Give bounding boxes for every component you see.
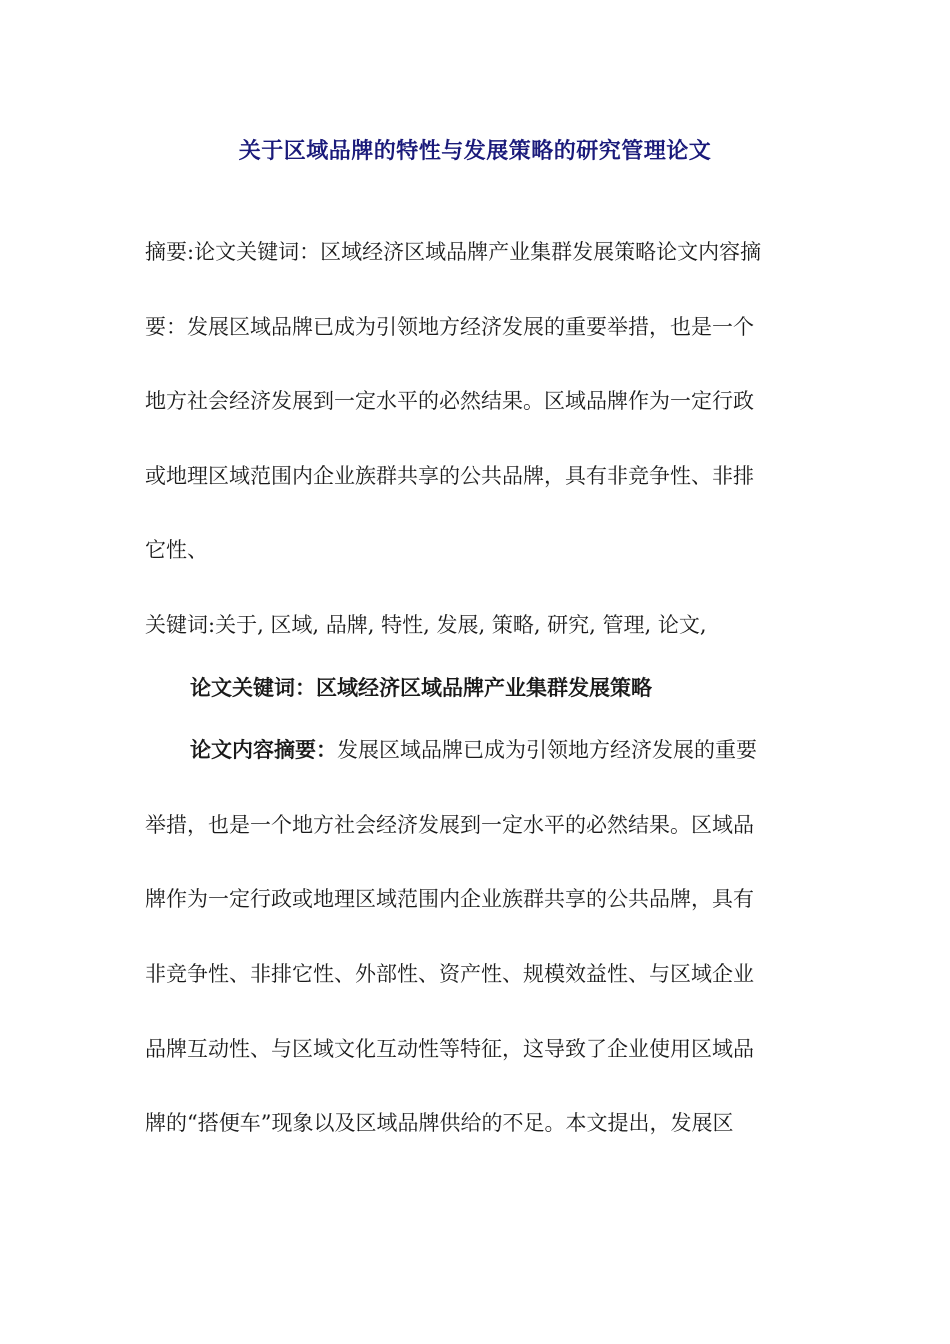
summary-line: 举措，也是一个地方社会经济发展到一定水平的必然结果。区域品 bbox=[145, 813, 754, 837]
summary-line: 牌的“搭便车”现象以及区域品牌供给的不足。本文提出，发展区 bbox=[145, 1111, 734, 1135]
document-title: 关于区域品牌的特性与发展策略的研究管理论文 bbox=[238, 138, 712, 164]
abstract-line: 它性、 bbox=[145, 538, 208, 562]
abstract-line: 要：发展区域品牌已成为引领地方经济发展的重要举措，也是一个 bbox=[145, 315, 754, 339]
summary-line: 牌作为一定行政或地理区域范围内企业族群共享的公共品牌，具有 bbox=[145, 887, 754, 911]
abstract-line: 摘要:论文关键词：区域经济区域品牌产业集群发展策略论文内容摘 bbox=[145, 240, 762, 264]
summary-line: 品牌互动性、与区域文化互动性等特征，这导致了企业使用区域品 bbox=[145, 1037, 754, 1061]
paper-keywords bbox=[190, 673, 652, 703]
abstract-line: 或地理区域范围内企业族群共享的公共品牌，具有非竞争性、非排 bbox=[145, 464, 754, 488]
summary-label: 论文内容摘要： bbox=[190, 737, 337, 762]
paper-keywords-text: 区域经济区域品牌产业集群发展策略 bbox=[316, 675, 652, 700]
paper-keywords-label: 论文关键词： bbox=[190, 675, 316, 700]
summary-first-text: 发展区域品牌已成为引领地方经济发展的重要 bbox=[337, 738, 757, 762]
abstract-line: 地方社会经济发展到一定水平的必然结果。区域品牌作为一定行政 bbox=[145, 389, 754, 413]
keywords-line: 关键词:关于, 区域, 品牌, 特性, 发展, 策略, 研究, 管理, 论文, bbox=[145, 613, 707, 637]
summary-line: 非竞争性、非排它性、外部性、资产性、规模效益性、与区域企业 bbox=[145, 962, 754, 986]
summary-first-line bbox=[190, 735, 757, 765]
